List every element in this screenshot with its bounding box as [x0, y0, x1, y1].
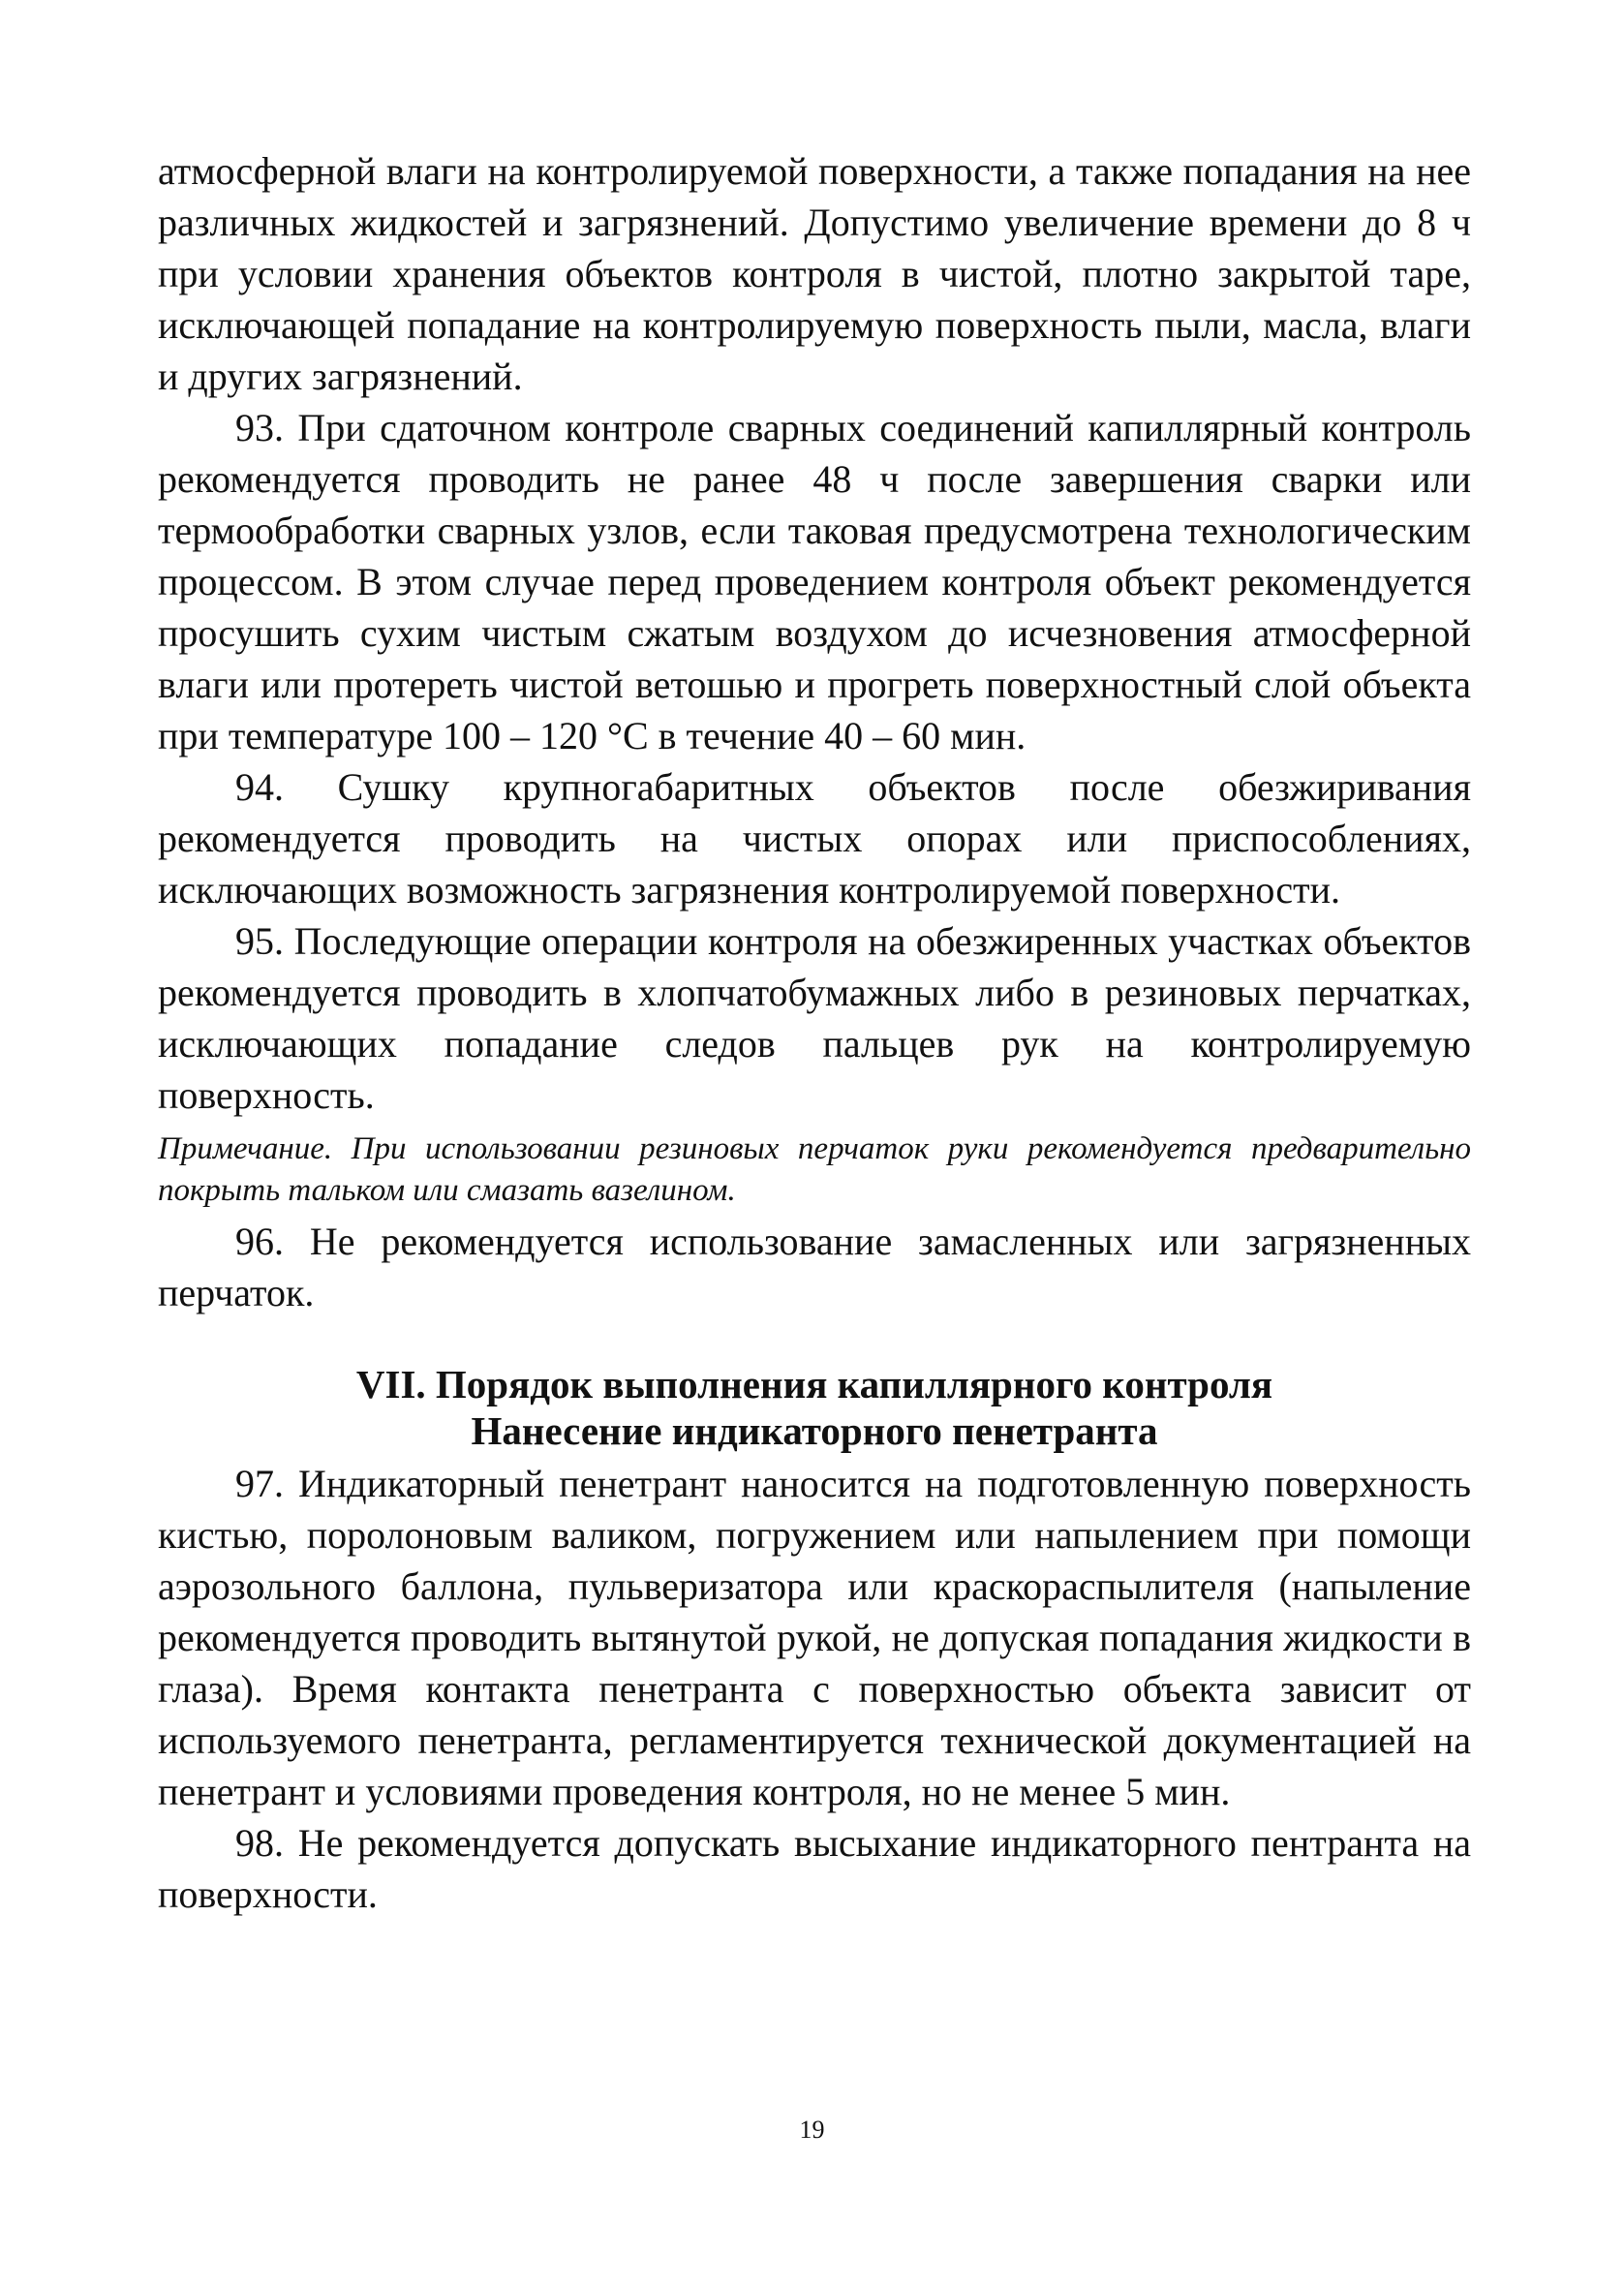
- paragraph-93: 93. При сдаточном контроле сварных соединений капиллярный контроль рекомендуется проводить не ранее 48 ч после завершения сварки или термообработки сварных узлов, если таковая предусмотрена технологическим процессом. В этом случае перед проведением контроля объект рекомендуется просушить сухим чистым сжатым воздухом до исчезновения атмосферной влаги или протереть чистой ветошью и прогреть поверхностный слой объекта при температуре 100 – 120 °С в течение 40 – 60 мин.: [158, 406, 1471, 757]
- section-heading: VII. Порядок выполнения капиллярного контроля: [355, 1362, 1273, 1406]
- page-number: 19: [799, 2116, 825, 2144]
- paragraph-95: 95. Последующие операции контроля на обезжиренных участках объектов рекомендуется проводить в хлопчатобумажных либо в резиновых перчатках, исключающих попадание следов пальцев рук на контролируемую поверхность.: [158, 919, 1471, 1117]
- paragraph-96: 96. Не рекомендуется использование замасленных или загрязненных перчаток.: [158, 1220, 1471, 1314]
- note-gloves: Примечание. При использовании резиновых перчаток руки рекомендуется предварительно покрыть тальком или смазать вазелином.: [158, 1131, 1471, 1208]
- paragraph-97: 97. Индикаторный пенетрант наносится на подготовленную поверхность кистью, поролоновым валиком, погружением или напылением при помощи аэрозольного баллона, пульверизатора или краскораспылителя (напыление рекомендуется проводить вытянутой рукой, не допуская попадания жидкости в глаза). Время контакта пенетранта с поверхностью объекта зависит от используемого пенетранта, регламентируется технической документацией на пенетрант и условиями проведения контроля, но не менее 5 мин.: [158, 1462, 1471, 1813]
- document-page: [158, 145, 1471, 1920]
- paragraph-98: 98. Не рекомендуется допускать высыхание индикаторного пентранта на поверхности.: [158, 1821, 1471, 1916]
- section-heading-block: [158, 1361, 1471, 1454]
- paragraph-94: 94. Сушку крупногабаритных объектов после обезжиривания рекомендуется проводить на чистых опорах или приспособлениях, исключающих возможность загрязнения контролируемой поверхности.: [158, 765, 1471, 912]
- subsection-heading: Нанесение индикаторного пенетранта: [471, 1408, 1158, 1453]
- paragraph-continuation: атмосферной влаги на контролируемой поверхности, а также попадания на нее различных жидкостей и загрязнений. Допустимо увеличение времени до 8 ч при условии хранения объектов контроля в чистой, плотно закрытой таре, исключающей попадание на контролируемую поверхность пыли, масла, влаги и других загрязнений.: [158, 149, 1471, 398]
